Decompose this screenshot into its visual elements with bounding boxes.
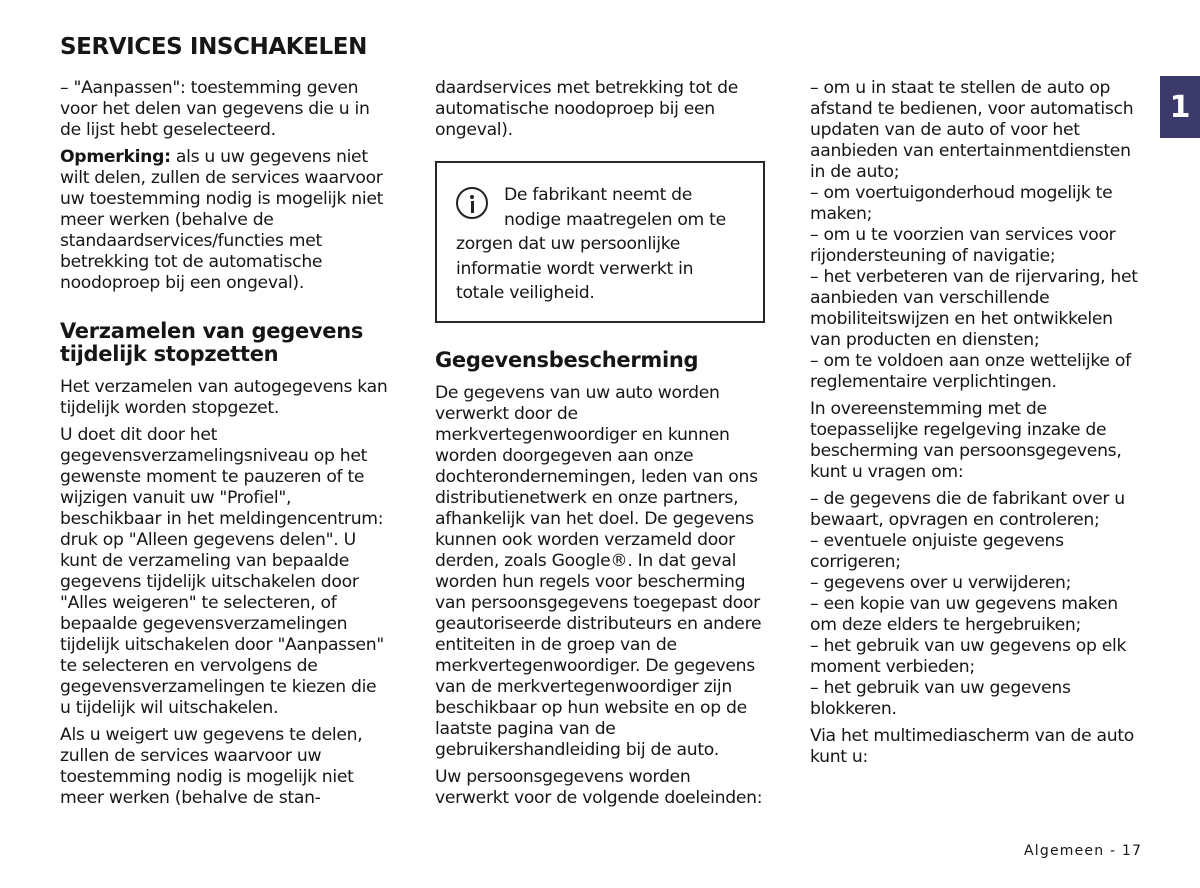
section-heading-protection: Gegevensbescherming [435, 347, 699, 372]
list-item: – eventuele onjuiste gegevens corrigeren; [810, 531, 1064, 572]
page-footer: Algemeen - 17 [1024, 843, 1143, 859]
column-3 [810, 78, 1142, 774]
info-box [435, 161, 765, 323]
info-text: De fabrikant neemt de nodige maatregelen om te zorgen dat uw persoonlijke informatie wordt verwerkt in totale veiligheid. [456, 185, 726, 303]
list-item: – om voertuigonderhoud mogelijk te maken; [810, 183, 1113, 224]
section-heading-pause: Verzamelen van gegevens tijdelijk stopzetten [60, 319, 364, 366]
note-label: Opmerking: [60, 147, 171, 167]
list-item: – een kopie van uw gegevens maken om deze elders te hergebruiken; [810, 594, 1118, 635]
note-paragraph [60, 147, 390, 294]
column-1 [60, 78, 390, 815]
multimedia-paragraph: Via het multimediascherm van de auto kunt u: [810, 726, 1135, 767]
page-title: SERVICES INSCHAKELEN [60, 34, 367, 60]
list-item: – het gebruik van uw gegevens op elk moment verbieden; [810, 636, 1127, 677]
rights-intro: In overeenstemming met de toepasselijke regelgeving inzake de bescherming van persoonsgegevens, kunt u vragen om: [810, 399, 1122, 482]
list-item: – het gebruik van uw gegevens blokkeren. [810, 678, 1071, 719]
refuse-paragraph: Als u weigert uw gegevens te delen, zullen de services waarvoor uw toestemming nodig is mogelijk niet meer werken (behalve de stan- [60, 725, 363, 808]
purposes-list [810, 78, 1142, 393]
column-2 [435, 78, 765, 815]
list-item: – om u te voorzien van services voor rijondersteuning of navigatie; [810, 225, 1116, 266]
protection-paragraph: De gegevens van uw auto worden verwerkt door de merkvertegenwoordiger en kunnen worden doorgegeven aan onze dochterondernemingen, leden van ons distributienetwerk en onze partners, afhankelijk van het doel. De gegevens kunnen ook worden verzameld door derden, zoals Google®. In dat geval worden hun regels voor bescherming van persoonsgegevens toegepast door geautoriseerde distributeurs en andere entiteiten in de groep van de merkvertegenwoordiger. De gegevens van de merkvertegenwoordiger zijn beschikbaar op hun website en op de laatste pagina van de gebruikershandleiding bij de auto. [435, 382, 762, 760]
rights-list [810, 489, 1142, 720]
list-item: – de gegevens die de fabrikant over u bewaart, opvragen en controleren; [810, 489, 1125, 530]
list-item: – gegevens over u verwijderen; [810, 573, 1072, 593]
list-item: – om u in staat te stellen de auto op afstand te bedienen, voor automatisch updaten van de auto of voor het aanbieden van entertainmentdiensten in de auto; [810, 78, 1134, 182]
list-item: – het verbeteren van de rijervaring, het aanbieden van verschillende mobiliteitswijzen en het ontwikkelen van producten en diensten; [810, 267, 1138, 350]
continuation-paragraph: daardservices met betrekking tot de automatische noodoproep bij een ongeval). [435, 78, 739, 140]
note-text: als u uw gegevens niet wilt delen, zullen de services waarvoor uw toestemming nodig is mogelijk niet meer werken (behalve de standaardservices/functies met betrekking tot de automatische noodoproep bij een ongeval). [60, 147, 384, 293]
pause-instructions: U doet dit door het gegevensverzamelingsniveau op het gewenste moment te pauzeren of te wijzigen vanuit uw "Profiel", beschikbaar in het meldingencentrum: druk op "Alleen gegevens delen". U kunt de verzameling van bepaalde gegevens tijdelijk uitschakelen door "Alles weigeren" te selecteren, of bepaalde gegevensverzamelingen tijdelijk uitschakelen door "Aanpassen" te selecteren en vervolgens de gegevensverzamelingen te kiezen die u tijdelijk wil uitschakelen. [60, 425, 384, 718]
purposes-intro: Uw persoonsgegevens worden verwerkt voor de volgende doeleinden: [435, 766, 763, 808]
chapter-tab: 1 [1160, 76, 1200, 138]
info-icon [456, 187, 488, 219]
consent-paragraph: – "Aanpassen": toestemming geven voor het delen van gegevens die u in de lijst hebt geselecteerd. [60, 78, 370, 140]
pause-intro: Het verzamelen van autogegevens kan tijdelijk worden stopgezet. [60, 377, 388, 418]
list-item: – om te voldoen aan onze wettelijke of reglementaire verplichtingen. [810, 351, 1131, 392]
